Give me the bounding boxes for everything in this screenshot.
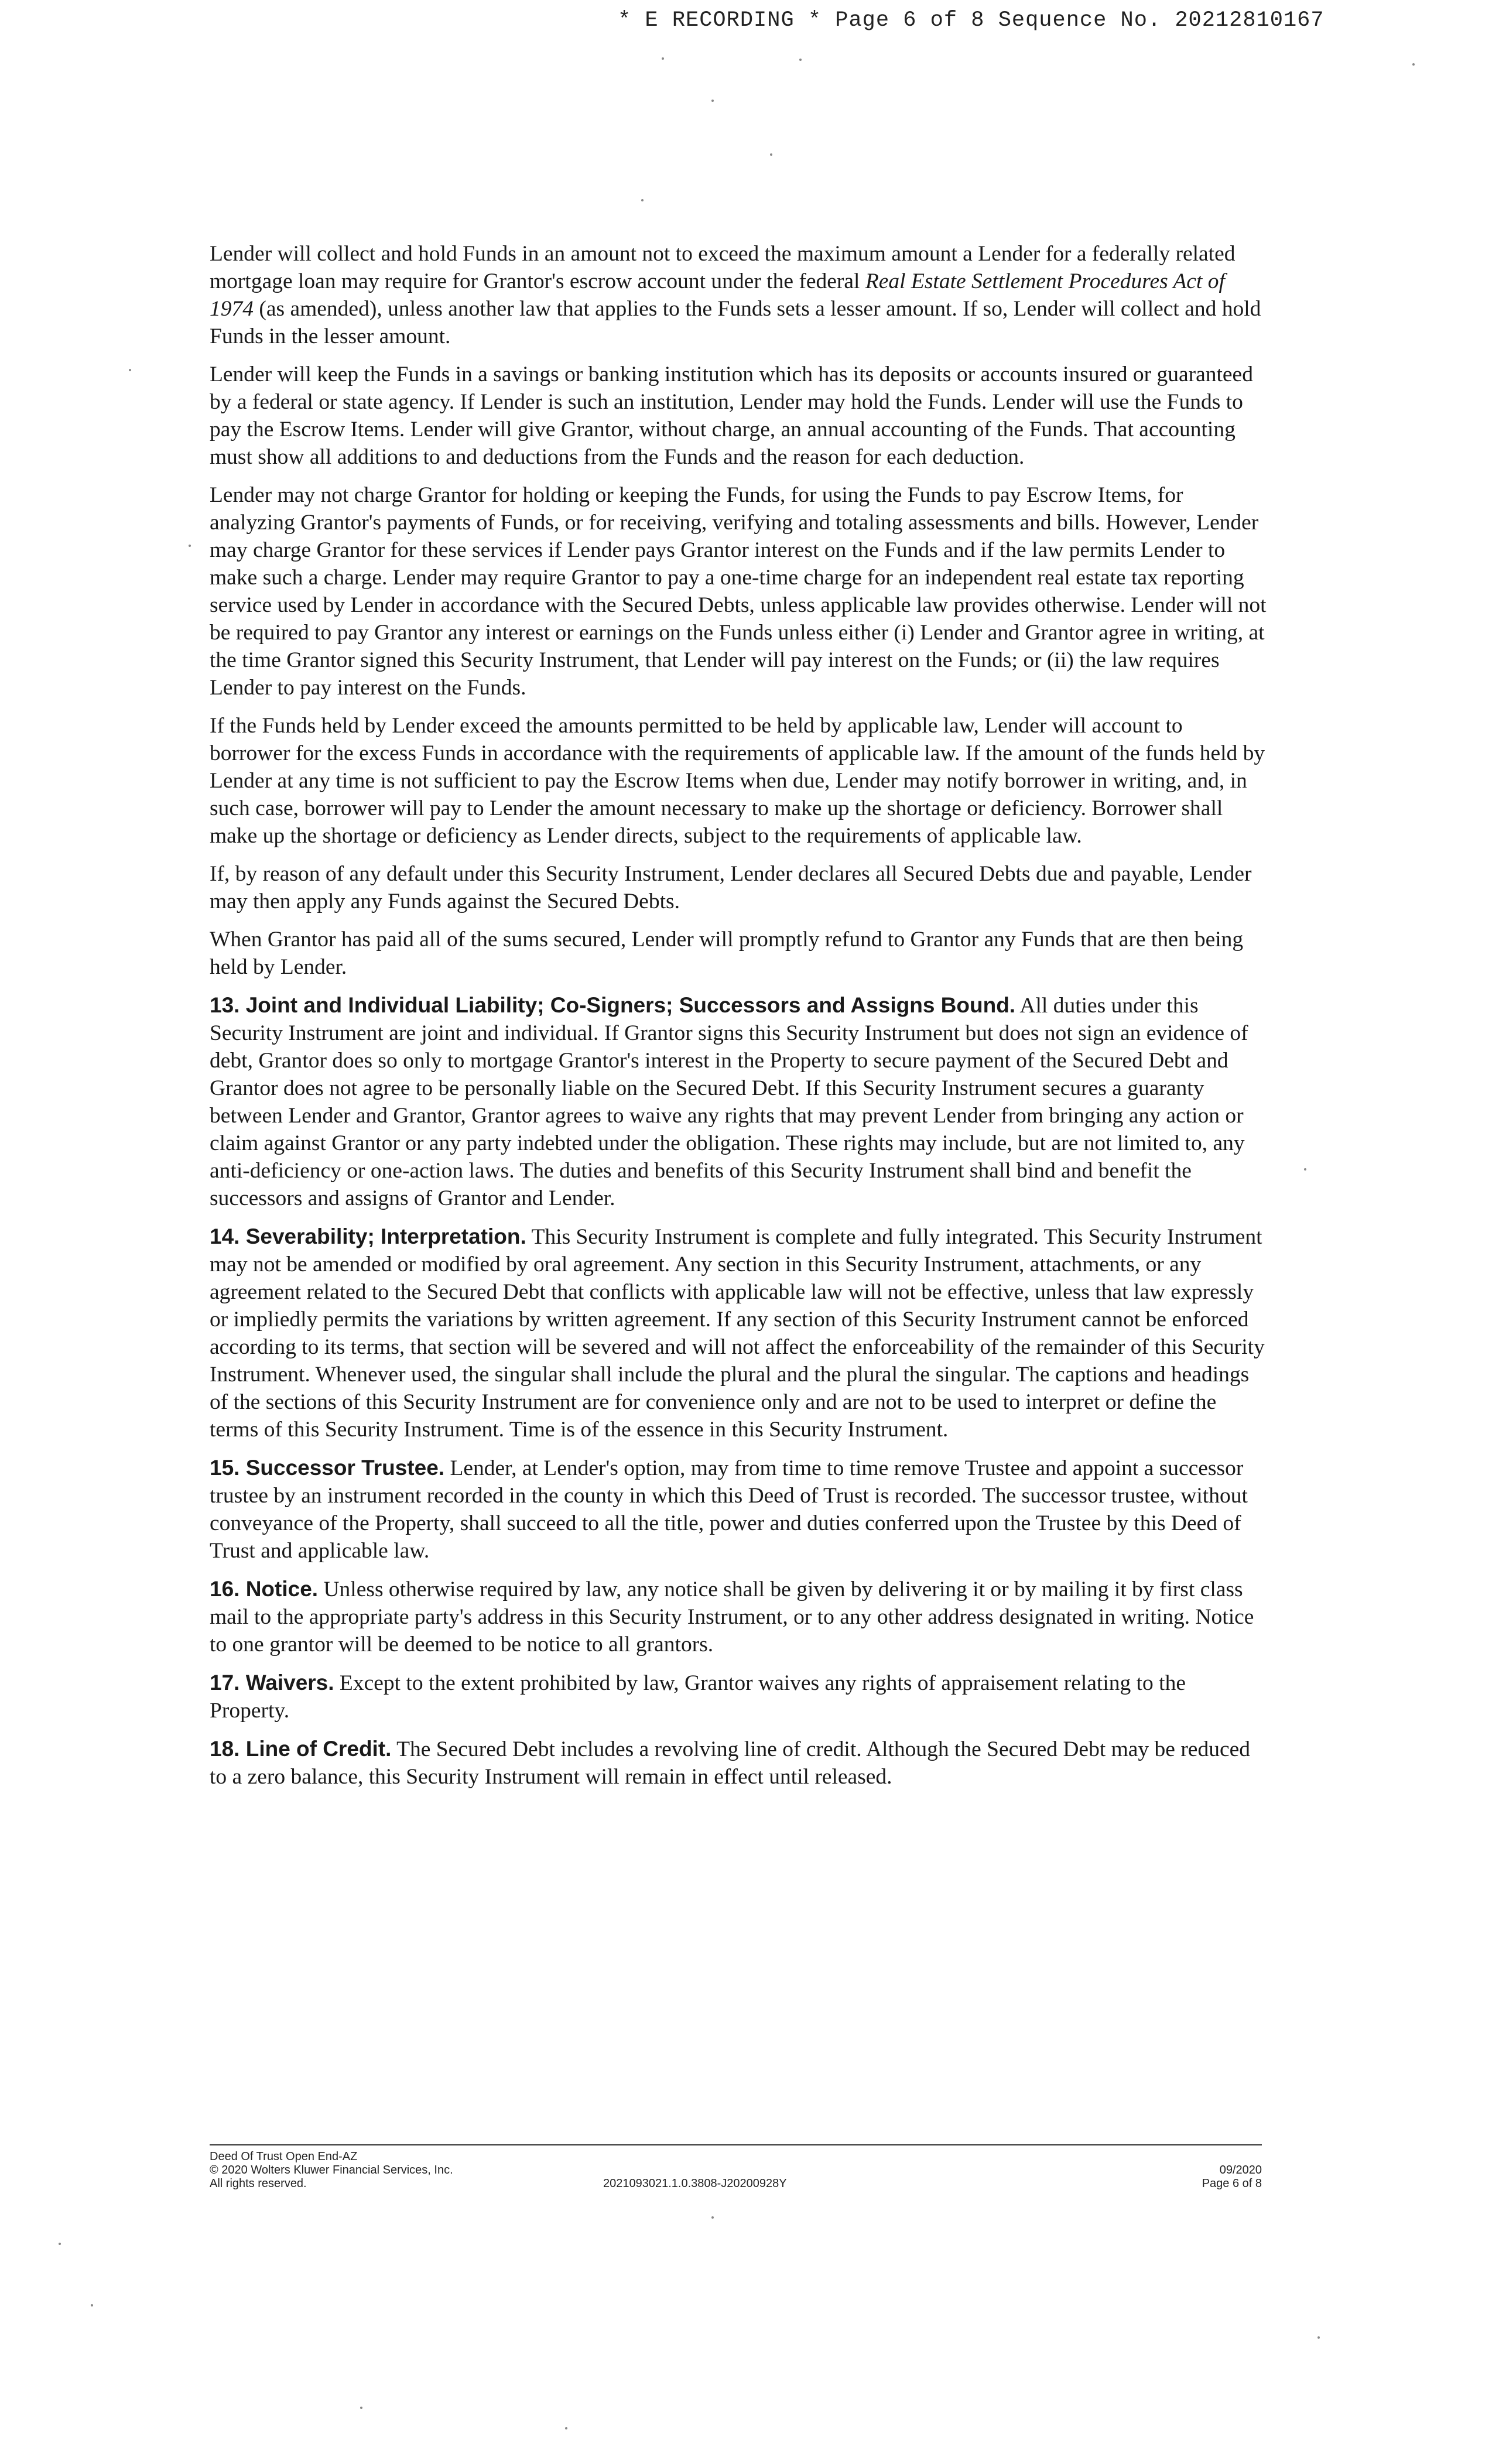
scan-speck (662, 57, 664, 60)
footer-divider (210, 2144, 1262, 2145)
section-17-body: Except to the extent prohibited by law, Grantor waives any rights of appraisement relating to the Property. (210, 1671, 1186, 1723)
section-14-heading: 14. Severability; Interpretation. (210, 1224, 526, 1248)
footer-doc-code: 2021093021.1.0.3808-J20200928Y (603, 2177, 787, 2190)
scan-speck (1304, 1168, 1306, 1171)
footer-page-number: Page 6 of 8 (1202, 2177, 1262, 2190)
scan-speck (799, 59, 802, 61)
footer-form-info (210, 2150, 453, 2191)
section-14 (210, 1223, 1267, 1443)
scan-speck (189, 545, 191, 547)
escrow-text-a: Lender will collect and hold Funds in an amount not to exceed the maximum amount a Lender for a federally related mortgage loan may require for Grantor's escrow account under the federal (210, 242, 1236, 293)
section-13 (210, 991, 1267, 1212)
section-17-heading: 17. Waivers. (210, 1671, 334, 1695)
scan-speck (1317, 2336, 1320, 2339)
escrow-paragraph-5: If, by reason of any default under this Security Instrument, Lender declares all Secured Debts due and payable, Lender may then apply any Funds against the Secured Debts. (210, 862, 1252, 913)
recording-header: * E RECORDING * Page 6 of 8 Sequence No. 20212810167 (618, 8, 1325, 33)
respa-act-title: Real Estate Settlement Procedures Act of 1974 (210, 269, 1225, 321)
scan-speck (641, 199, 644, 201)
document-body (210, 240, 1267, 1801)
section-18-heading: 18. Line of Credit. (210, 1737, 392, 1761)
escrow-paragraph-1 (210, 240, 1267, 350)
escrow-paragraph-3: Lender may not charge Grantor for holding or keeping the Funds, for using the Funds to pay Escrow Items, for analyzing Grantor's payments of Funds, or for receiving, verifying and totaling assessments and bills. However, Lender may charge Grantor for these services if Lender pays Grantor interest on the Funds and if the law permits Lender to make such a charge. Lender may require Grantor to pay a one-time charge for an independent real estate tax reporting service used by Lender in accordance with the Secured Debts, unless applicable law provides otherwise. Lender will not be required to pay Grantor any interest or earnings on the Funds unless either (i) Lender and Grantor agree in writing, at the time Grantor signed this Security Instrument, that Lender will pay interest on the Funds; or (ii) the law requires Lender to pay interest on the Funds. (210, 483, 1267, 700)
section-17 (210, 1669, 1267, 1724)
scan-speck (565, 2427, 567, 2429)
section-15-body: Lender, at Lender's option, may from time to time remove Trustee and appoint a successor trustee by an instrument recorded in the county in which this Deed of Trust is recorded. The successor trustee, without conveyance of the Property, shall succeed to all the title, power and duties conferred upon the Trustee by this Deed of Trust and applicable law. (210, 1456, 1248, 1563)
scan-speck (711, 100, 714, 102)
scan-speck (91, 2304, 93, 2306)
section-14-body: This Security Instrument is complete and fully integrated. This Security Instrument may not be amended or modified by oral agreement. Any section in this Security Instrument, attachments, or any agreement related to the Secured Debt that conflicts with applicable law will not be effective, unless that law expressly or impliedly permits the variations by written agreement. If any section of this Security Instrument cannot be enforced according to its terms, that section will be severed and will not affect the enforceability of the remainder of this Security Instrument. Whenever used, the singular shall include the plural and the plural the singular. The captions and headings of the sections of this Security Instrument are for convenience only and are not to be used to interpret or define the terms of this Security Instrument. Time is of the essence in this Security Instrument. (210, 1225, 1265, 1442)
footer-page-info (1202, 2164, 1262, 2191)
scan-speck (770, 153, 772, 156)
footer-rights: All rights reserved. (210, 2177, 307, 2190)
scan-speck (59, 2243, 61, 2245)
footer-form-name: Deed Of Trust Open End-AZ (210, 2150, 358, 2163)
scan-speck (1412, 63, 1415, 66)
scan-speck (360, 2407, 362, 2409)
section-16 (210, 1575, 1267, 1658)
section-13-heading: 13. Joint and Individual Liability; Co-Signers; Successors and Assigns Bound. (210, 993, 1016, 1017)
escrow-paragraph-4: If the Funds held by Lender exceed the amounts permitted to be held by applicable law, Lender will account to borrower for the excess Funds in accordance with the requirements of applicable law. If the amount of the funds held by Lender at any time is not sufficient to pay the Escrow Items when due, Lender may notify borrower in writing, and, in such case, borrower will pay to Lender the amount necessary to make up the shortage or deficiency. Borrower shall make up the shortage or deficiency as Lender directs, subject to the requirements of applicable law. (210, 714, 1265, 848)
section-15 (210, 1454, 1267, 1565)
escrow-paragraph-2: Lender will keep the Funds in a savings or banking institution which has its deposits or accounts insured or guaranteed by a federal or state agency. If Lender is such an institution, Lender may hold the Funds. Lender will use the Funds to pay the Escrow Items. Lender will give Grantor, without charge, an annual accounting of the Funds. That accounting must show all additions to and deductions from the Funds and the reason for each deduction. (210, 362, 1253, 469)
section-18 (210, 1735, 1267, 1791)
scan-speck (711, 2216, 714, 2219)
section-13-body: All duties under this Security Instrument are joint and individual. If Grantor signs this Security Instrument but does not sign an evidence of debt, Grantor does so only to mortgage Grantor's interest in the Property to secure payment of the Secured Debt and Grantor does not agree to be personally liable on the Secured Debt. If this Security Instrument secures a guaranty between Lender and Grantor, Grantor agrees to waive any rights that may prevent Lender from bringing any action or claim against Grantor or any party indebted under the obligation. These rights may include, but are not limited to, any anti-deficiency or one-action laws. The duties and benefits of this Security Instrument shall bind and benefit the successors and assigns of Grantor and Lender. (210, 994, 1248, 1210)
section-16-heading: 16. Notice. (210, 1577, 319, 1601)
escrow-text-b: (as amended), unless another law that applies to the Funds sets a lesser amount. If so, Lender will collect and hold Funds in the lesser amount. (210, 297, 1261, 348)
footer-date: 09/2020 (1219, 2164, 1262, 2176)
scan-speck (129, 369, 131, 371)
section-16-body: Unless otherwise required by law, any notice shall be given by delivering it or by mailing it by first class mail to the appropriate party's address in this Security Instrument, or to any other address designated in writing. Notice to one grantor will be deemed to be notice to all grantors. (210, 1577, 1254, 1657)
footer-copyright: © 2020 Wolters Kluwer Financial Services, Inc. (210, 2164, 453, 2176)
section-15-heading: 15. Successor Trustee. (210, 1456, 445, 1480)
escrow-paragraph-6: When Grantor has paid all of the sums secured, Lender will promptly refund to Grantor any Funds that are then being held by Lender. (210, 928, 1244, 979)
section-18-body: The Secured Debt includes a revolving line of credit. Although the Secured Debt may be reduced to a zero balance, this Security Instrument will remain in effect until released. (210, 1737, 1250, 1789)
